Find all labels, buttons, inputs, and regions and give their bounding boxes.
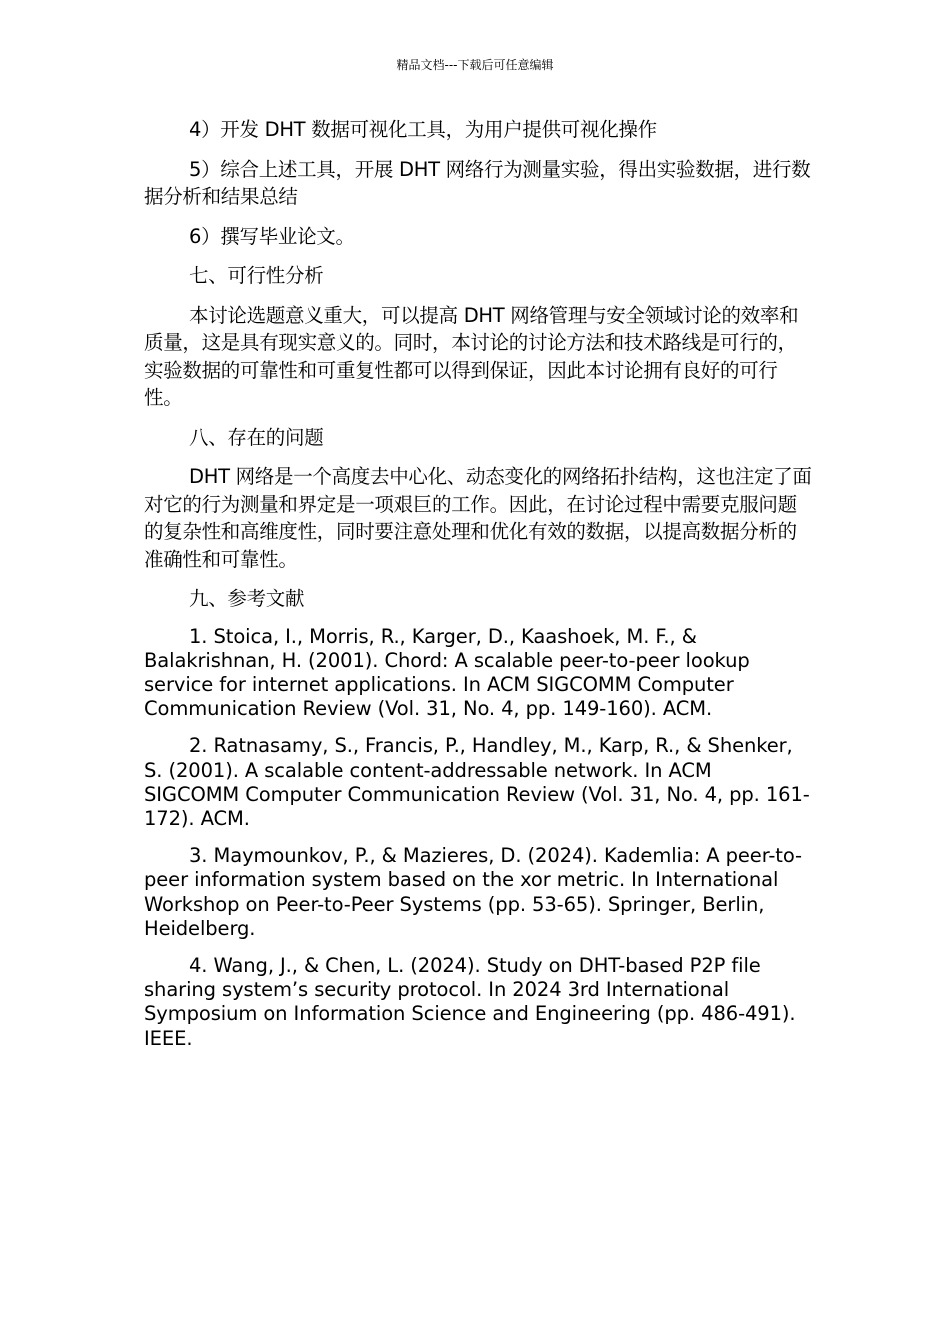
list-item-4: 4）开发 DHT 数据可视化工具，为用户提供可视化操作 xyxy=(189,118,657,141)
section-heading-feasibility: 七、可行性分析 xyxy=(189,264,324,287)
reference-item-4: 4. Wang, J., & Chen, L. (2024). Study on DHT-based P2P file sharing system’s security protocol. In 2024 3rd International Symposium on Information Science and Engineering (pp. 486-491). IEEE. xyxy=(144,953,796,1050)
page-header: 精品文档---下载后可任意编辑 xyxy=(396,58,554,72)
document-body xyxy=(144,116,812,1064)
list-item-6: 6）撰写毕业论文。 xyxy=(189,224,355,248)
reference-item-3: 3. Maymounkov, P., & Mazieres, D. (2024). Kademlia: A peer-to-peer information system based on the xor metric. In International Workshop on Peer-to-Peer Systems (pp. 53-65). Springer, Berlin, Heidelberg. xyxy=(144,844,802,940)
feasibility-paragraph: 本讨论选题意义重大，可以提高 DHT 网络管理与安全领域讨论的效率和质量，这是具有现实意义的。同时，本讨论的讨论方法和技术路线是可行的，实验数据的可靠性和可重复性都可以得到保证，因此本讨论拥有良好的可行性。 xyxy=(144,303,799,409)
list-item-5: 5）综合上述工具，开展 DHT 网络行为测量实验，得出实验数据，进行数据分析和结果总结 xyxy=(144,157,811,208)
section-heading-problems: 八、存在的问题 xyxy=(189,425,324,449)
reference-item-1: 1. Stoica, I., Morris, R., Karger, D., Kaashoek, M. F., & Balakrishnan, H. (2001). Chord: A scalable peer-to-peer lookup service for internet applications. In ACM SIGCOMM Computer Communication Review (Vol. 31, No. 4, pp. 149-160). ACM. xyxy=(144,624,750,721)
problems-paragraph: DHT 网络是一个高度去中心化、动态变化的网络拓扑结构，这也注定了面对它的行为测量和界定是一项艰巨的工作。因此，在讨论过程中需要克服问题的复杂性和高维度性，同时要注意处理和优化有效的数据，以提高数据分析的准确性和可靠性。 xyxy=(144,465,812,571)
section-heading-references: 九、参考文献 xyxy=(189,587,305,610)
reference-item-2: 2. Ratnasamy, S., Francis, P., Handley, M., Karp, R., & Shenker, S. (2001). A scalable content-addressable network. In ACM SIGCOMM Computer Communication Review (Vol. 31, No. 4, pp. 161-172). ACM. xyxy=(144,734,810,830)
